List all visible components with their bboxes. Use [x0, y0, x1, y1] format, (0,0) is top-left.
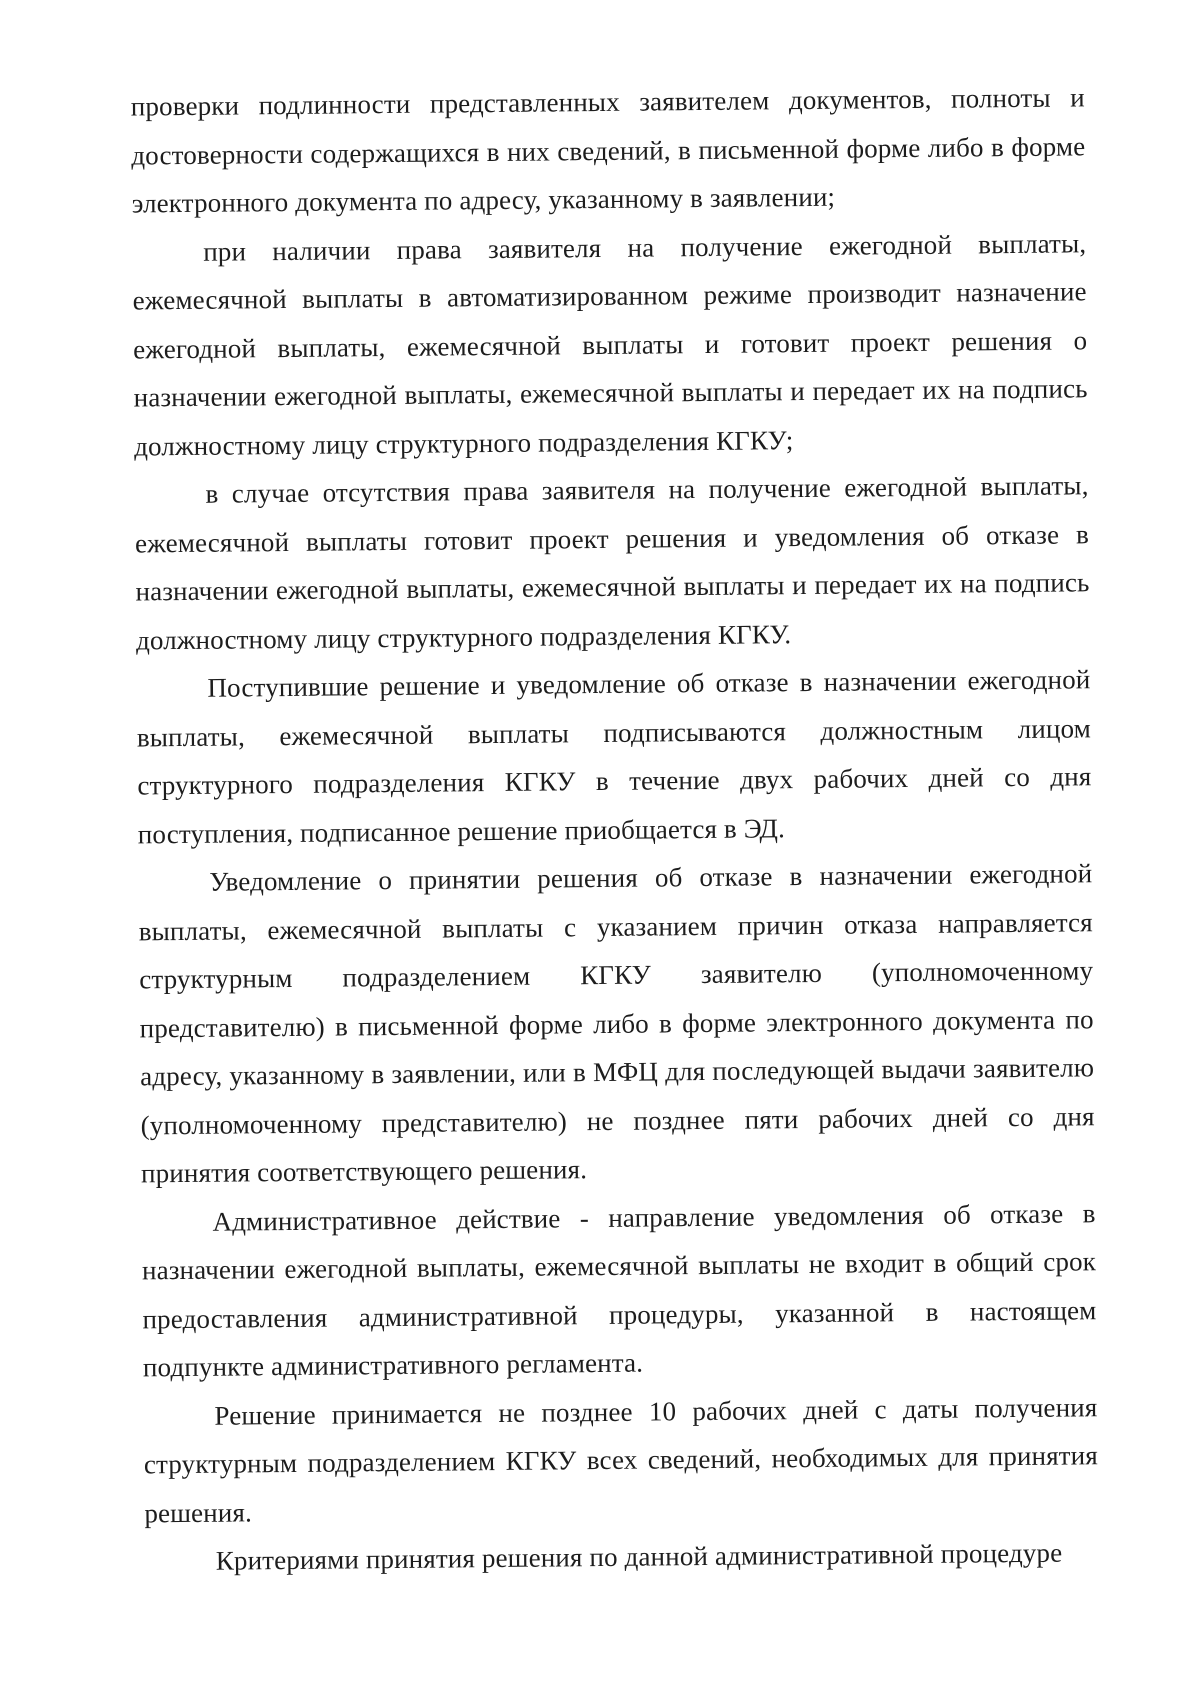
- document-body: [131, 73, 1099, 1586]
- paragraph-verification-continuation: проверки подлинности представленных заявителем документов, полноты и достоверности содержащихся в них сведений, в письменной форме либо в форме электронного документа по адресу, указанному в заявлении;: [130, 82, 1086, 219]
- paragraph-administrative-action: Административное действие - направление уведомления об отказе в назначении ежегодной выплаты, ежемесячной выплаты не входит в общий срок предоставления административной процедуры, указанной в настоящем подпункте административного регламента.: [141, 1197, 1097, 1383]
- paragraph-refusal-notice: Уведомление о принятии решения об отказе в назначении ежегодной выплаты, ежемесячной выплаты с указанием причин отказа направляется структурным подразделением КГКУ заявителю (уполномоченному представителю) в письменной форме либо в форме электронного документа по адресу, указанному в заявлении, или в МФЦ для последующей выдачи заявителю (уполномоченному представителю) не позднее пяти рабочих дней со дня принятия соответствующего решения.: [138, 858, 1095, 1189]
- paragraph-decision-criteria: Критериями принятия решения по данной административной процедуре: [215, 1537, 1063, 1576]
- paragraph-signing: Поступившие решение и уведомление об отказе в назначении ежегодной выплаты, ежемесячной выплаты подписываются должностным лицом структурного подразделения КГКУ в течение двух рабочих дней со дня поступления, подписанное решение приобщается в ЭД.: [136, 664, 1092, 849]
- paragraph-right-granted: при наличии права заявителя на получение ежегодной выплаты, ежемесячной выплаты в автоматизированном режиме производит назначение ежегодной выплаты, ежемесячной выплаты и готовит проект решения о назначении ежегодной выплаты, ежемесячной выплаты и передает их на подпись должностному лицу структурного подразделения КГКУ;: [132, 227, 1088, 461]
- paragraph-right-absent: в случае отсутствия права заявителя на получение ежегодной выплаты, ежемесячной выплаты готовит проект решения и уведомления об отказе в назначении ежегодной выплаты, ежемесячной выплаты и передает их на подпись должностному лицу структурного подразделения КГКУ.: [134, 470, 1090, 655]
- paragraph-decision-deadline: Решение принимается не позднее 10 рабочих дней с даты получения структурным подразделением КГКУ всех сведений, необходимых для принятия решения.: [143, 1391, 1098, 1528]
